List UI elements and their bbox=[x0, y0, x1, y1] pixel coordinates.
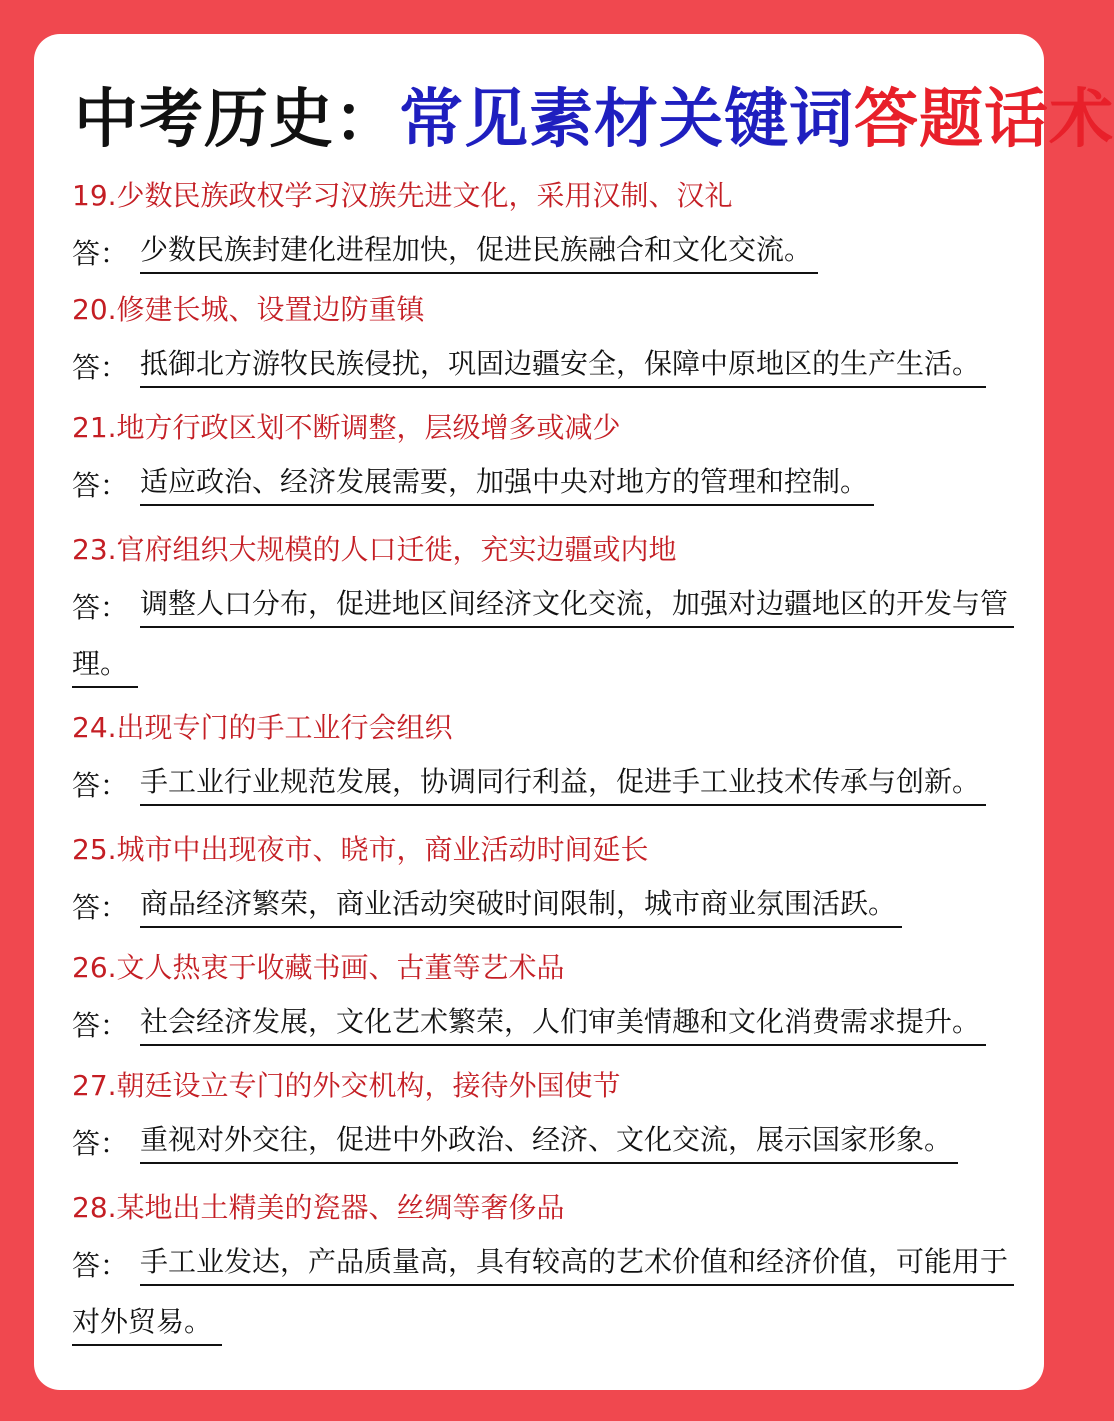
answer-line bbox=[72, 762, 1012, 806]
answer-text: 调整人口分布，促进地区间经济文化交流，加强对边疆地区的开发与管 bbox=[140, 584, 1014, 628]
answer-prefix: 答： bbox=[72, 1009, 129, 1042]
content-card bbox=[34, 34, 1114, 1390]
answer-prefix: 答： bbox=[72, 1127, 129, 1160]
question-text: 23.官府组织大规模的人口迁徙，充实边疆或内地 bbox=[72, 533, 677, 566]
question-text: 28.某地出土精美的瓷器、丝绸等奢侈品 bbox=[72, 1191, 565, 1224]
answer-line bbox=[72, 584, 1012, 628]
qa-item-21 bbox=[72, 408, 1012, 506]
answer-text: 手工业发达，产品质量高，具有较高的艺术价值和经济价值，可能用于 bbox=[140, 1242, 1014, 1286]
qa-item-28 bbox=[72, 1188, 1012, 1346]
qa-item-25 bbox=[72, 830, 1012, 928]
answer-prefix: 答： bbox=[72, 351, 129, 384]
answer-prefix: 答： bbox=[72, 891, 129, 924]
answer-text: 重视对外交往，促进中外政治、经济、文化交流，展示国家形象。 bbox=[140, 1120, 958, 1164]
question-text: 19.少数民族政权学习汉族先进文化，采用汉制、汉礼 bbox=[72, 179, 733, 212]
answer-text: 抵御北方游牧民族侵扰，巩固边疆安全，保障中原地区的生产生活。 bbox=[140, 344, 986, 388]
title-part-keywords: 常见素材关键词 bbox=[399, 83, 854, 157]
title-part-subject: 中考历史： bbox=[74, 83, 399, 157]
qa-item-26 bbox=[72, 948, 1012, 1046]
answer-block bbox=[72, 1002, 1012, 1046]
answer-text-continued: 理。 bbox=[72, 644, 138, 688]
answer-prefix: 答： bbox=[72, 469, 129, 502]
question-text: 21.地方行政区划不断调整，层级增多或减少 bbox=[72, 411, 621, 444]
question-text: 26.文人热衷于收藏书画、古董等艺术品 bbox=[72, 951, 565, 984]
answer-text: 社会经济发展，文化艺术繁荣，人们审美情趣和文化消费需求提升。 bbox=[140, 1002, 986, 1046]
answer-line bbox=[72, 1002, 1012, 1046]
answer-block bbox=[72, 884, 1012, 928]
answer-line bbox=[72, 344, 1012, 388]
answer-prefix: 答： bbox=[72, 237, 129, 270]
qa-item-19 bbox=[72, 176, 1012, 274]
answer-block bbox=[72, 1120, 1012, 1164]
answer-block bbox=[72, 1242, 1012, 1346]
answer-prefix: 答： bbox=[72, 769, 129, 802]
qa-item-20 bbox=[72, 290, 1012, 388]
answer-text: 适应政治、经济发展需要，加强中央对地方的管理和控制。 bbox=[140, 462, 874, 506]
answer-text-continued: 对外贸易。 bbox=[72, 1302, 222, 1346]
answer-line bbox=[72, 884, 1012, 928]
qa-item-23 bbox=[72, 530, 1012, 688]
answer-block bbox=[72, 462, 1012, 506]
answer-line bbox=[72, 230, 1012, 274]
answer-block bbox=[72, 230, 1012, 274]
qa-item-24 bbox=[72, 708, 1012, 806]
answer-block bbox=[72, 762, 1012, 806]
answer-prefix: 答： bbox=[72, 591, 129, 624]
answer-text: 商品经济繁荣，商业活动突破时间限制，城市商业氛围活跃。 bbox=[140, 884, 902, 928]
answer-text: 少数民族封建化进程加快，促进民族融合和文化交流。 bbox=[140, 230, 818, 274]
qa-item-27 bbox=[72, 1066, 1012, 1164]
question-text: 24.出现专门的手工业行会组织 bbox=[72, 711, 453, 744]
question-text: 25.城市中出现夜市、晓市，商业活动时间延长 bbox=[72, 833, 649, 866]
answer-block bbox=[72, 584, 1012, 688]
answer-block bbox=[72, 344, 1012, 388]
question-text: 27.朝廷设立专门的外交机构，接待外国使节 bbox=[72, 1069, 621, 1102]
answer-text: 手工业行业规范发展，协调同行利益，促进手工业技术传承与创新。 bbox=[140, 762, 986, 806]
answer-line bbox=[72, 1242, 1012, 1286]
answer-line bbox=[72, 1120, 1012, 1164]
answer-line bbox=[72, 462, 1012, 506]
question-text: 20.修建长城、设置边防重镇 bbox=[72, 293, 425, 326]
page-title bbox=[74, 78, 1114, 162]
answer-prefix: 答： bbox=[72, 1249, 129, 1282]
title-part-answers: 答题话术 bbox=[854, 83, 1114, 157]
